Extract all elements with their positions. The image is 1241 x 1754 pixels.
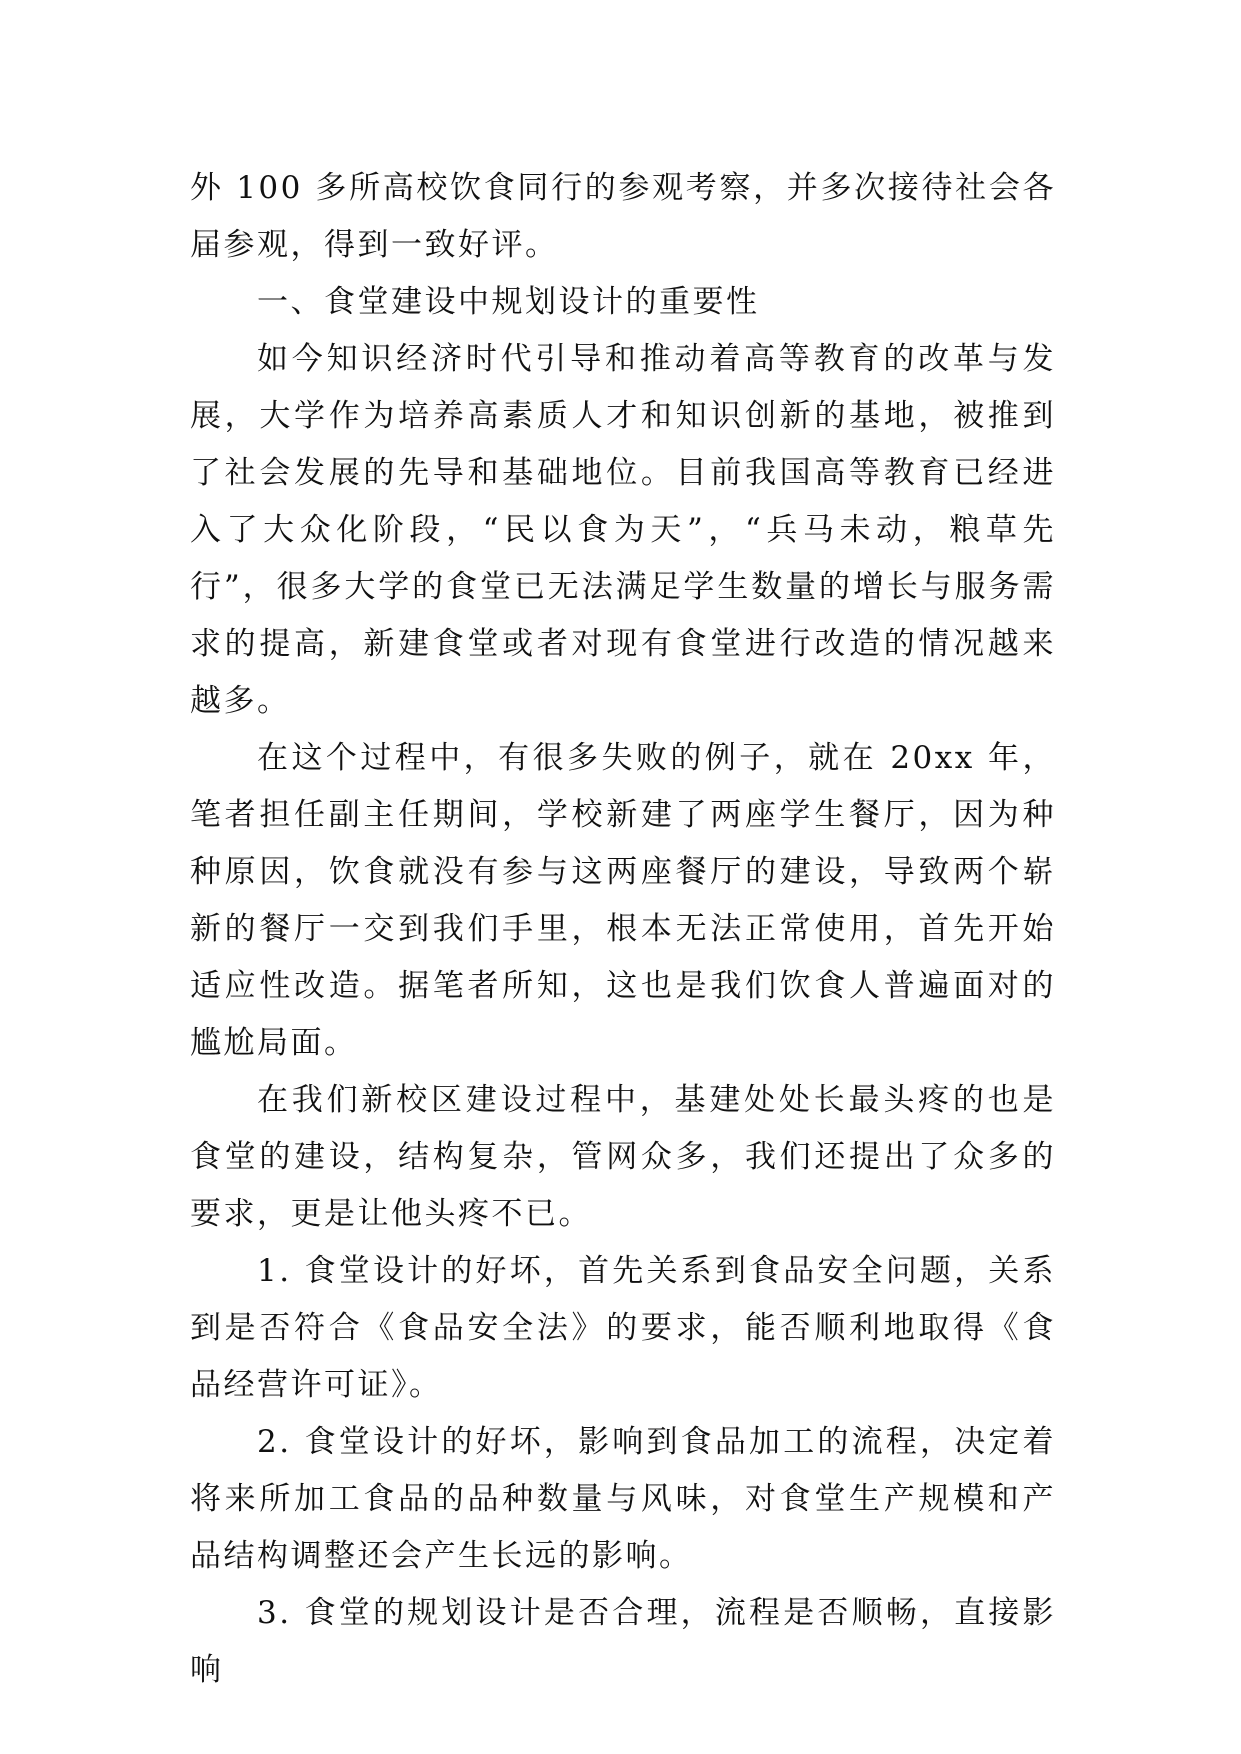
paragraph-continuation: 外 100 多所高校饮食同行的参观考察，并多次接待社会各届参观，得到一致好评。 — [190, 170, 1056, 263]
paragraph-new-campus: 在我们新校区建设过程中，基建处处长最头疼的也是食堂的建设，结构复杂，管网众多，我们还提出了众多的要求，更是让他头疼不已。 — [190, 1082, 1056, 1232]
section-heading: 一、食堂建设中规划设计的重要性 — [257, 284, 760, 320]
list-item-1: 1. 食堂设计的好坏，首先关系到食品安全问题，关系到是否符合《食品安全法》的要求，能否顺利地取得《食品经营许可证》。 — [190, 1253, 1056, 1403]
list-item-2: 2. 食堂设计的好坏，影响到食品加工的流程，决定着将来所加工食品的品种数量与风味，对食堂生产规模和产品结构调整还会产生长远的影响。 — [190, 1424, 1056, 1574]
document-page — [190, 160, 1056, 1699]
paragraph-background: 如今知识经济时代引导和推动着高等教育的改革与发展，大学作为培养高素质人才和知识创新的基地，被推到了社会发展的先导和基础地位。目前我国高等教育已经进入了大众化阶段，“民以食为天”，“兵马未动，粮草先行”，很多大学的食堂已无法满足学生数量的增长与服务需求的提高，新建食堂或者对现有食堂进行改造的情况越来越多。 — [190, 341, 1056, 719]
list-item-3: 3. 食堂的规划设计是否合理，流程是否顺畅，直接影响 — [190, 1595, 1056, 1688]
paragraph-failure-example: 在这个过程中，有很多失败的例子，就在 20xx 年，笔者担任副主任期间，学校新建了两座学生餐厅，因为种种原因，饮食就没有参与这两座餐厅的建设，导致两个崭新的餐厅一交到我们手里，根本无法正常使用，首先开始适应性改造。据笔者所知，这也是我们饮食人普遍面对的尴尬局面。 — [190, 740, 1056, 1061]
